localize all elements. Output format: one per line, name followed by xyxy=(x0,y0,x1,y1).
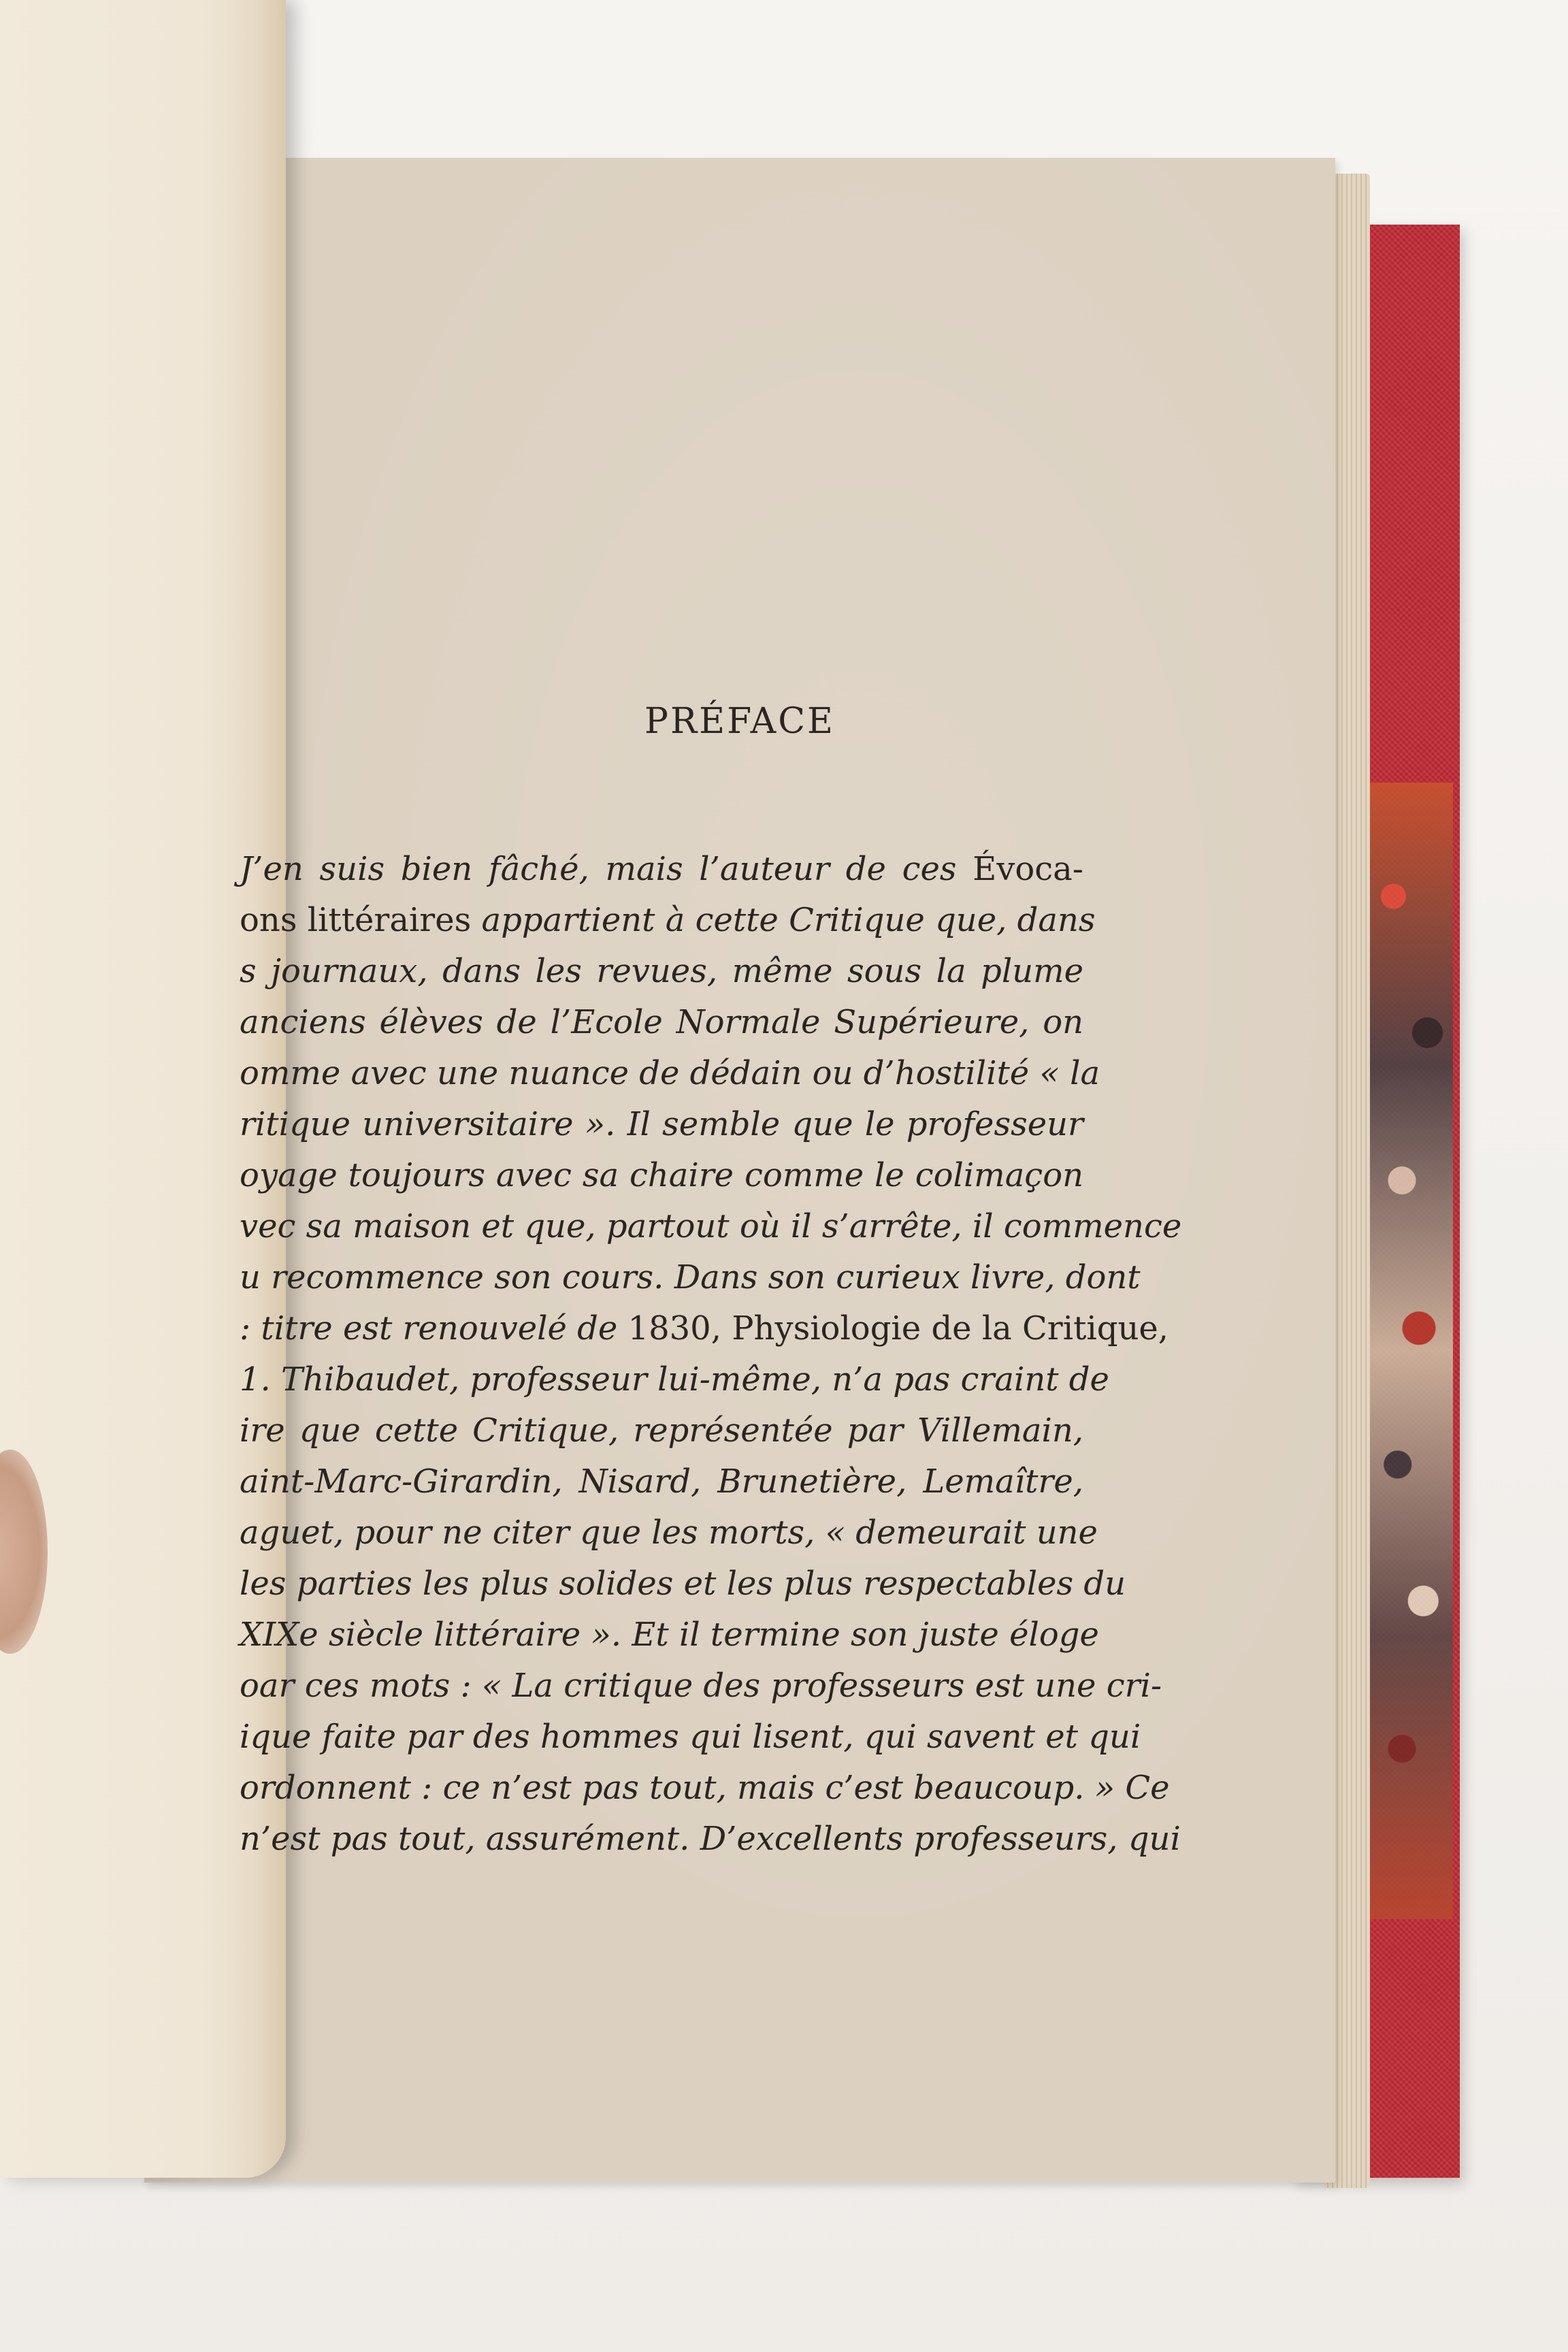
text-span: u recommence son cours. Dans son curieux livre, dont xyxy=(240,1258,1141,1296)
text-span: aint-Marc-Girardin, Nisard, Brunetière, Lemaître, xyxy=(240,1463,1083,1501)
text-span: ique faite par des hommes qui lisent, qui savent et qui xyxy=(240,1718,1141,1756)
text-span: s journaux, dans les revues, même sous la plume xyxy=(240,952,1083,990)
text-span: : titre est renouvelé de xyxy=(240,1309,628,1348)
text-line xyxy=(240,844,1083,895)
text-span: n’est pas tout, assurément. D’excellents professeurs, qui xyxy=(240,1820,1181,1858)
text-line xyxy=(240,1456,1083,1507)
text-span: oar ces mots : « La critique des professeurs est une cri- xyxy=(240,1667,1162,1705)
text-span: Évoca- xyxy=(973,850,1083,888)
text-span: ritique universitaire ». Il semble que le professeur xyxy=(240,1105,1083,1143)
text-line xyxy=(240,1252,1141,1303)
text-line xyxy=(240,946,1083,997)
text-line xyxy=(240,1048,1100,1099)
text-line xyxy=(240,895,1096,946)
text-span: J’en suis bien fâché, mais l’auteur de ces xyxy=(240,850,973,888)
text-span: les parties les plus solides et les plus respectables du xyxy=(240,1565,1126,1603)
text-span: aguet, pour ne citer que les morts, « demeurait une xyxy=(240,1514,1098,1552)
text-span: oyage toujours avec sa chaire comme le colimaçon xyxy=(240,1156,1083,1194)
text-span: ordonnent : ce n’est pas tout, mais c’est beaucoup. » Ce xyxy=(240,1769,1170,1807)
text-line xyxy=(240,1150,1083,1201)
text-span: XIXe siècle littéraire ». Et il termine son juste éloge xyxy=(240,1616,1099,1654)
text-line xyxy=(240,997,1083,1048)
text-line xyxy=(240,1354,1109,1405)
text-span: 1830, Physiologie de la Critique, xyxy=(627,1309,1169,1348)
text-line xyxy=(240,1405,1083,1456)
text-line xyxy=(240,1507,1098,1558)
text-span: 1. Thibaudet, professeur lui-même, n’a pas craint de xyxy=(240,1360,1109,1399)
text-line xyxy=(240,1099,1083,1150)
text-line xyxy=(240,1610,1099,1661)
page-heading: PRÉFACE xyxy=(644,701,835,742)
text-line xyxy=(240,1303,1169,1354)
text-span: vec sa maison et que, partout où il s’arrête, il commence xyxy=(240,1207,1182,1245)
text-span: omme avec une nuance de dédain ou d’hostilité « la xyxy=(240,1054,1100,1092)
text-line xyxy=(240,1201,1182,1252)
text-line xyxy=(240,1712,1141,1763)
text-line xyxy=(240,1558,1126,1610)
text-span: ons littéraires xyxy=(240,901,482,939)
text-line xyxy=(240,1814,1181,1865)
text-line xyxy=(240,1661,1162,1712)
text-span: anciens élèves de l’Ecole Normale Supérieure, on xyxy=(240,1003,1083,1041)
marbled-endpaper xyxy=(1368,783,1453,1919)
text-span: ire que cette Critique, représentée par Villemain, xyxy=(240,1411,1083,1450)
text-span: appartient à cette Critique que, dans xyxy=(481,901,1096,939)
text-line xyxy=(240,1763,1170,1814)
preface-text xyxy=(240,844,1182,1865)
